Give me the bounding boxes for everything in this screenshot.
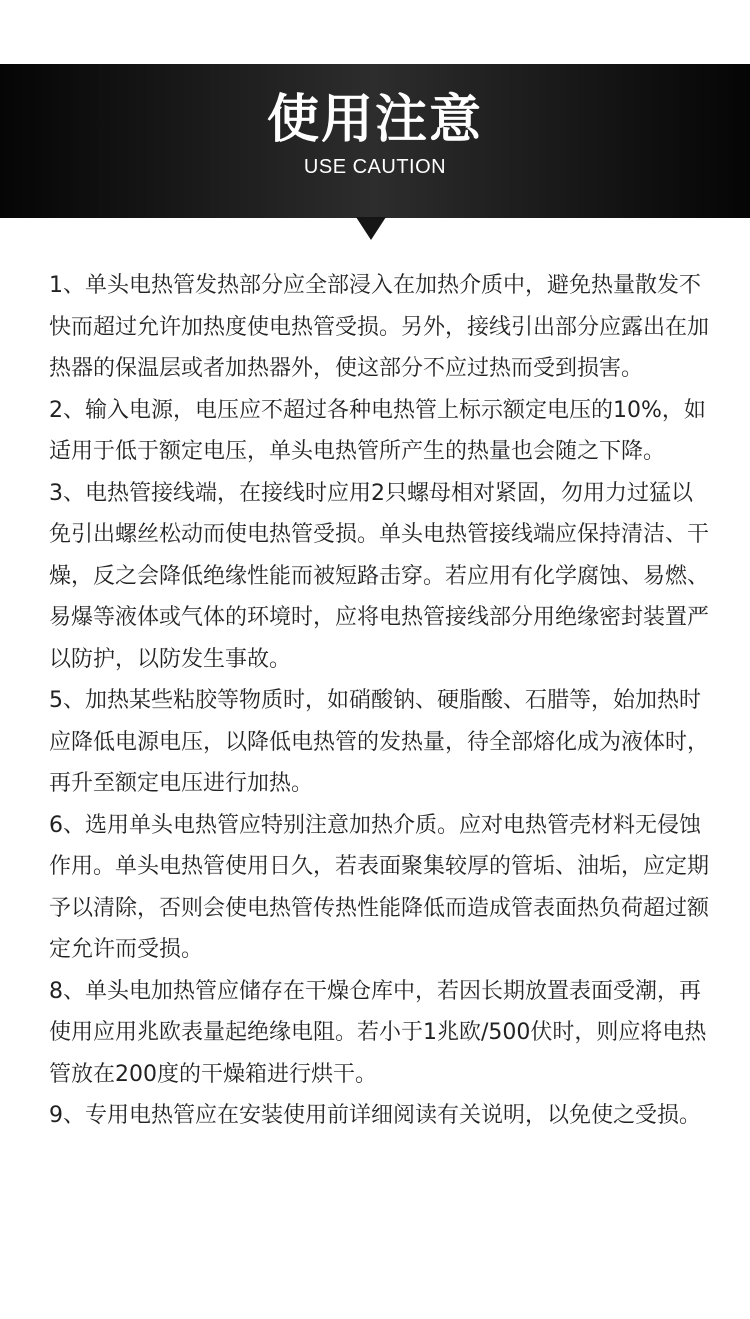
caution-item-8: 8、单头电加热管应储存在干燥仓库中，若因长期放置表面受潮，再使用应用兆欧表量起绝缘电阻。若小于1兆欧/500伏时，则应将电热管放在200度的干燥箱进行烘干。	[49, 978, 707, 1087]
caution-item-9: 9、专用电热管应在安装使用前详细阅读有关说明，以免使之受损。	[49, 1103, 701, 1128]
banner-pointer-triangle	[356, 217, 386, 240]
caution-item-1: 1、单头电热管发热部分应全部浸入在加热介质中，避免热量散发不快而超过允许加热度使电热管受损。另外，接线引出部分应露出在加热器的保温层或者加热器外，使这部分不应过热而受到损害。	[49, 273, 710, 381]
caution-item-5: 5、加热某些粘胶等物质时，如硝酸钠、硬脂酸、石腊等，始加热时应降低电源电压，以降低电热管的发热量，待全部熔化成为液体时，再升至额定电压进行加热。	[49, 688, 710, 796]
page-subtitle: USE CAUTION	[303, 156, 447, 178]
header-banner	[0, 64, 750, 218]
caution-list	[49, 265, 709, 1137]
caution-item-2: 2、输入电源，电压应不超过各种电热管上标示额定电压的10%，如适用于低于额定电压，单头电热管所产生的热量也会随之下降。	[49, 397, 706, 464]
page-title: 使用注意	[266, 90, 483, 150]
caution-item-6: 6、选用单头电热管应特别注意加热介质。应对电热管壳材料无侵蚀作用。单头电热管使用日久，若表面聚集较厚的管垢、油垢，应定期予以清除，否则会使电热管传热性能降低而造成管表面热负荷超过额定允许而受损。	[49, 812, 710, 962]
caution-item-3: 3、电热管接线端，在接线时应用2只螺母相对紧固，勿用力过猛以免引出螺丝松动而使电热管受损。单头电热管接线端应保持清洁、干燥，反之会降低绝缘性能而被短路击穿。若应用有化学腐蚀、易燃、易爆等液体或气体的环境时，应将电热管接线部分用绝缘密封装置严以防护，以防发生事故。	[49, 480, 710, 672]
